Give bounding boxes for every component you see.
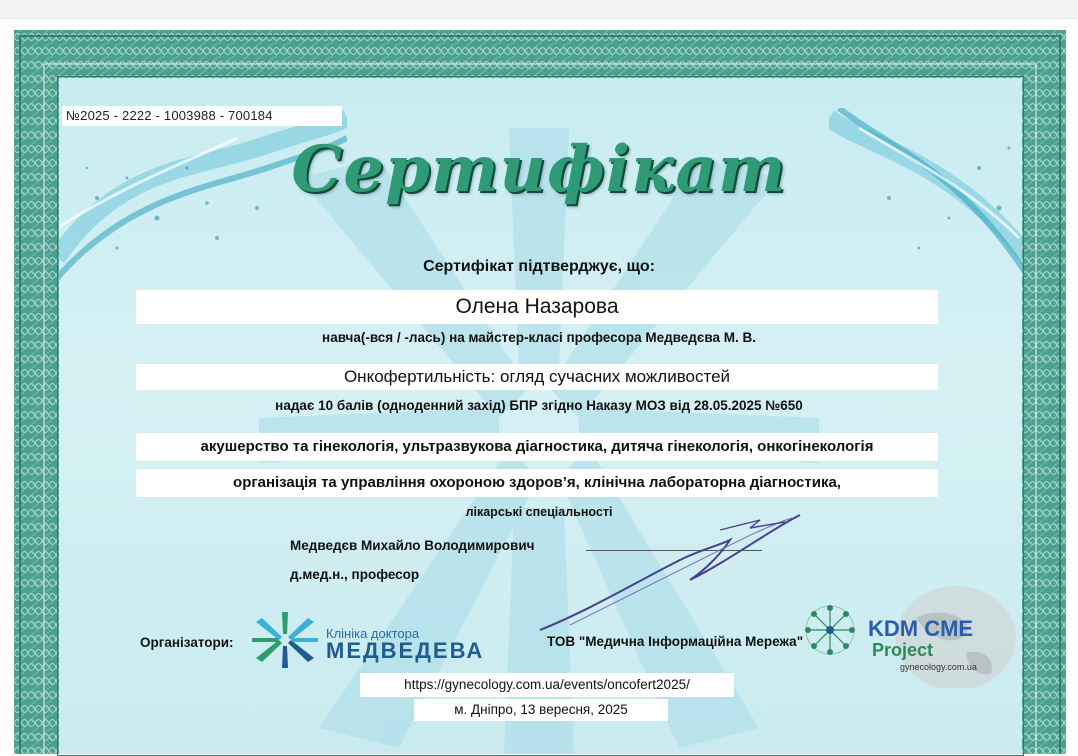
- certificate-title: Сертифікат: [291, 132, 787, 207]
- specialties-line-1: акушерство та гінекологія, ультразвукова діагностика, дитяча гінекологія, онкогінекологія: [136, 433, 938, 461]
- company-name: ТОВ "Медична Інформаційна Мережа": [547, 634, 804, 649]
- studied-line: навча(-вся / -лась) на майстер-класі професора Медведєва М. В.: [322, 330, 756, 345]
- kdm-cme-logo: [796, 578, 1016, 688]
- specialties-label: лікарські спеціальності: [465, 505, 613, 519]
- points-line: надає 10 балів (одноденний захід) БПР згідно Наказу МОЗ від 28.05.2025 №650: [275, 398, 803, 413]
- kdm-title: KDM CME: [868, 616, 974, 641]
- specialties-line-2: організація та управління охороною здоров’я, клінічна лабораторна діагностика,: [136, 469, 938, 497]
- course-topic: Онкофертильність: огляд сучасних можливостей: [136, 364, 938, 390]
- viewer-top-bar: [0, 0, 1078, 19]
- signer-name: Медведєв Михайло Володимирович: [290, 538, 535, 553]
- kdm-subtitle: Project: [872, 640, 934, 660]
- clinic-name-big: МЕДВЕДЕВА: [326, 638, 485, 663]
- recipient-name: Олена Назарова: [136, 290, 938, 324]
- clinic-snowflake-icon: [252, 610, 318, 670]
- handwritten-signature: [530, 500, 810, 640]
- organizers-label: Організатори:: [140, 635, 234, 650]
- clinic-name-small: Клініка доктора: [326, 626, 420, 641]
- place-date: м. Дніпро, 13 вересня, 2025: [414, 699, 668, 721]
- signer-title: д.мед.н., професор: [290, 567, 420, 582]
- certificate-number: №2025 - 2222 - 1003988 - 700184: [62, 106, 342, 126]
- clinic-logo: [252, 610, 492, 670]
- kdm-url: gynecology.com.ua: [900, 662, 977, 672]
- confirmation-text: Сертифікат підтверджує, що:: [423, 258, 655, 275]
- event-url: https://gynecology.com.ua/events/oncofert2025/: [360, 673, 734, 697]
